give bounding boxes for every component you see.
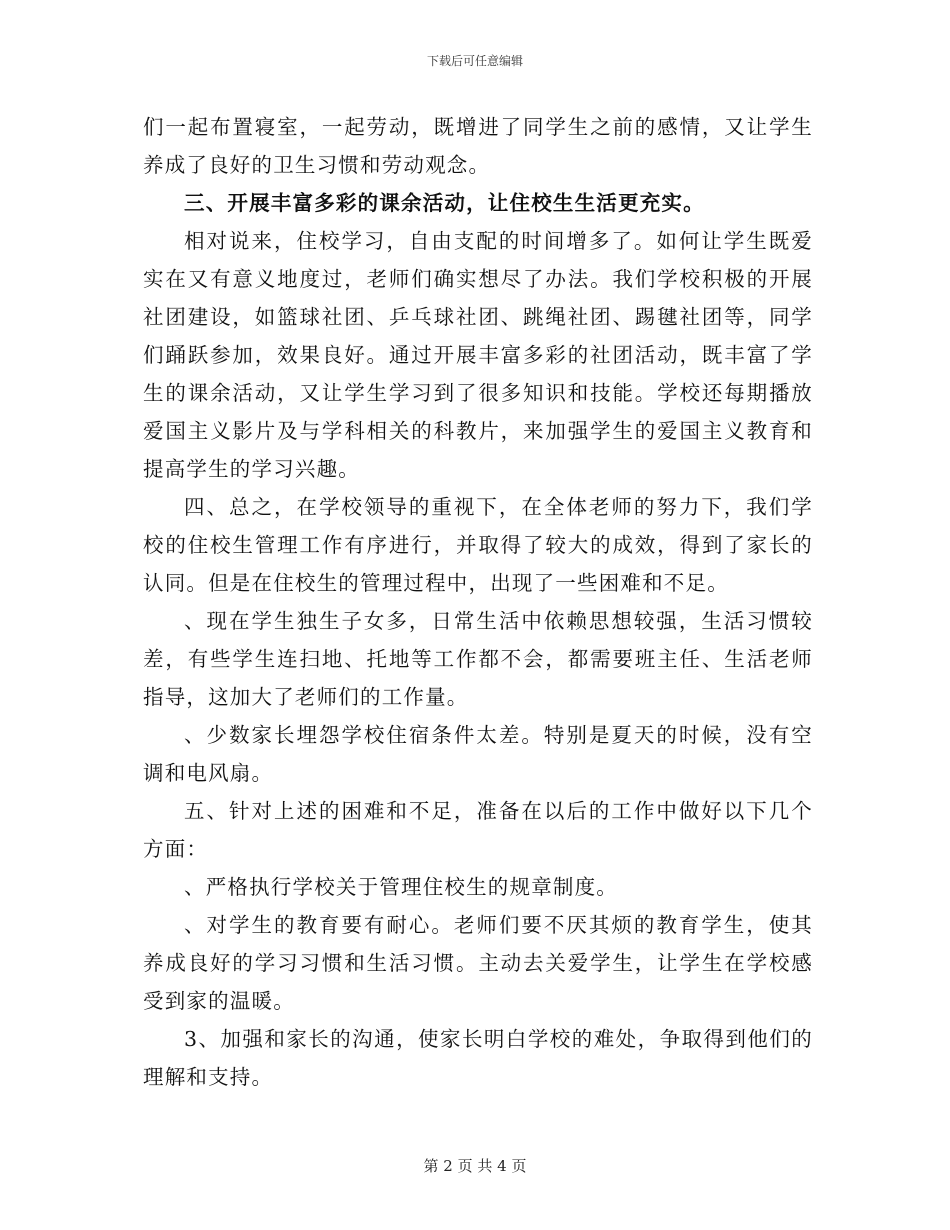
paragraph-problem-one: 、现在学生独生子女多，日常生活中依赖思想较强，生活习惯较差，有些学生连扫地、托地等工作都不会，都需要班主任、生活老师指导，这加大了老师们的工作量。 [143,609,813,709]
document-body [143,108,813,1096]
paragraph-measure-one: 、严格执行学校关于管理住校生的规章制度。 [184,875,618,899]
paragraph-continuation: 们一起布置寝室，一起劳动，既增进了同学生之前的感情，又让学生养成了良好的卫生习惯和劳动观念。 [143,115,813,177]
paragraph-measure-three: 3、加强和家长的沟通，使家长明白学校的难处，争取得到他们的理解和支持。 [143,1027,813,1089]
section-heading-three: 三、开展丰富多彩的课余活动，让住校生生活更充实。 [184,191,705,215]
paragraph-measure-two: 、对学生的教育要有耐心。老师们要不厌其烦的教育学生，使其养成良好的学习习惯和生活习惯。主动去关爱学生，让学生在学校感受到家的温暖。 [143,913,813,1013]
paragraph-summary: 四、总之，在学校领导的重视下，在全体老师的努力下，我们学校的住校生管理工作有序进行，并取得了较大的成效，得到了家长的认同。但是在住校生的管理过程中，出现了一些困难和不足。 [143,495,813,595]
page-header: 下载后可任意编辑 [426,54,523,68]
paragraph-section-five: 五、针对上述的困难和不足，准备在以后的工作中做好以下几个方面： [143,799,813,861]
page-footer: 第 2 页 共 4 页 [423,1157,527,1175]
paragraph-problem-two: 、少数家长埋怨学校住宿条件太差。特别是夏天的时候，没有空调和电风扇。 [143,723,813,785]
paragraph-activities: 相对说来，住校学习，自由支配的时间增多了。如何让学生既爱实在又有意义地度过，老师们确实想尽了办法。我们学校积极的开展社团建设，如篮球社团、乒乓球社团、跳绳社团、踢毽社团等，同学们踊跃参加，效果良好。通过开展丰富多彩的社团活动，既丰富了学生的课余活动，又让学生学习到了很多知识和技能。学校还每期播放爱国主义影片及与学科相关的科教片，来加强学生的爱国主义教育和提高学生的学习兴趣。 [143,229,813,481]
